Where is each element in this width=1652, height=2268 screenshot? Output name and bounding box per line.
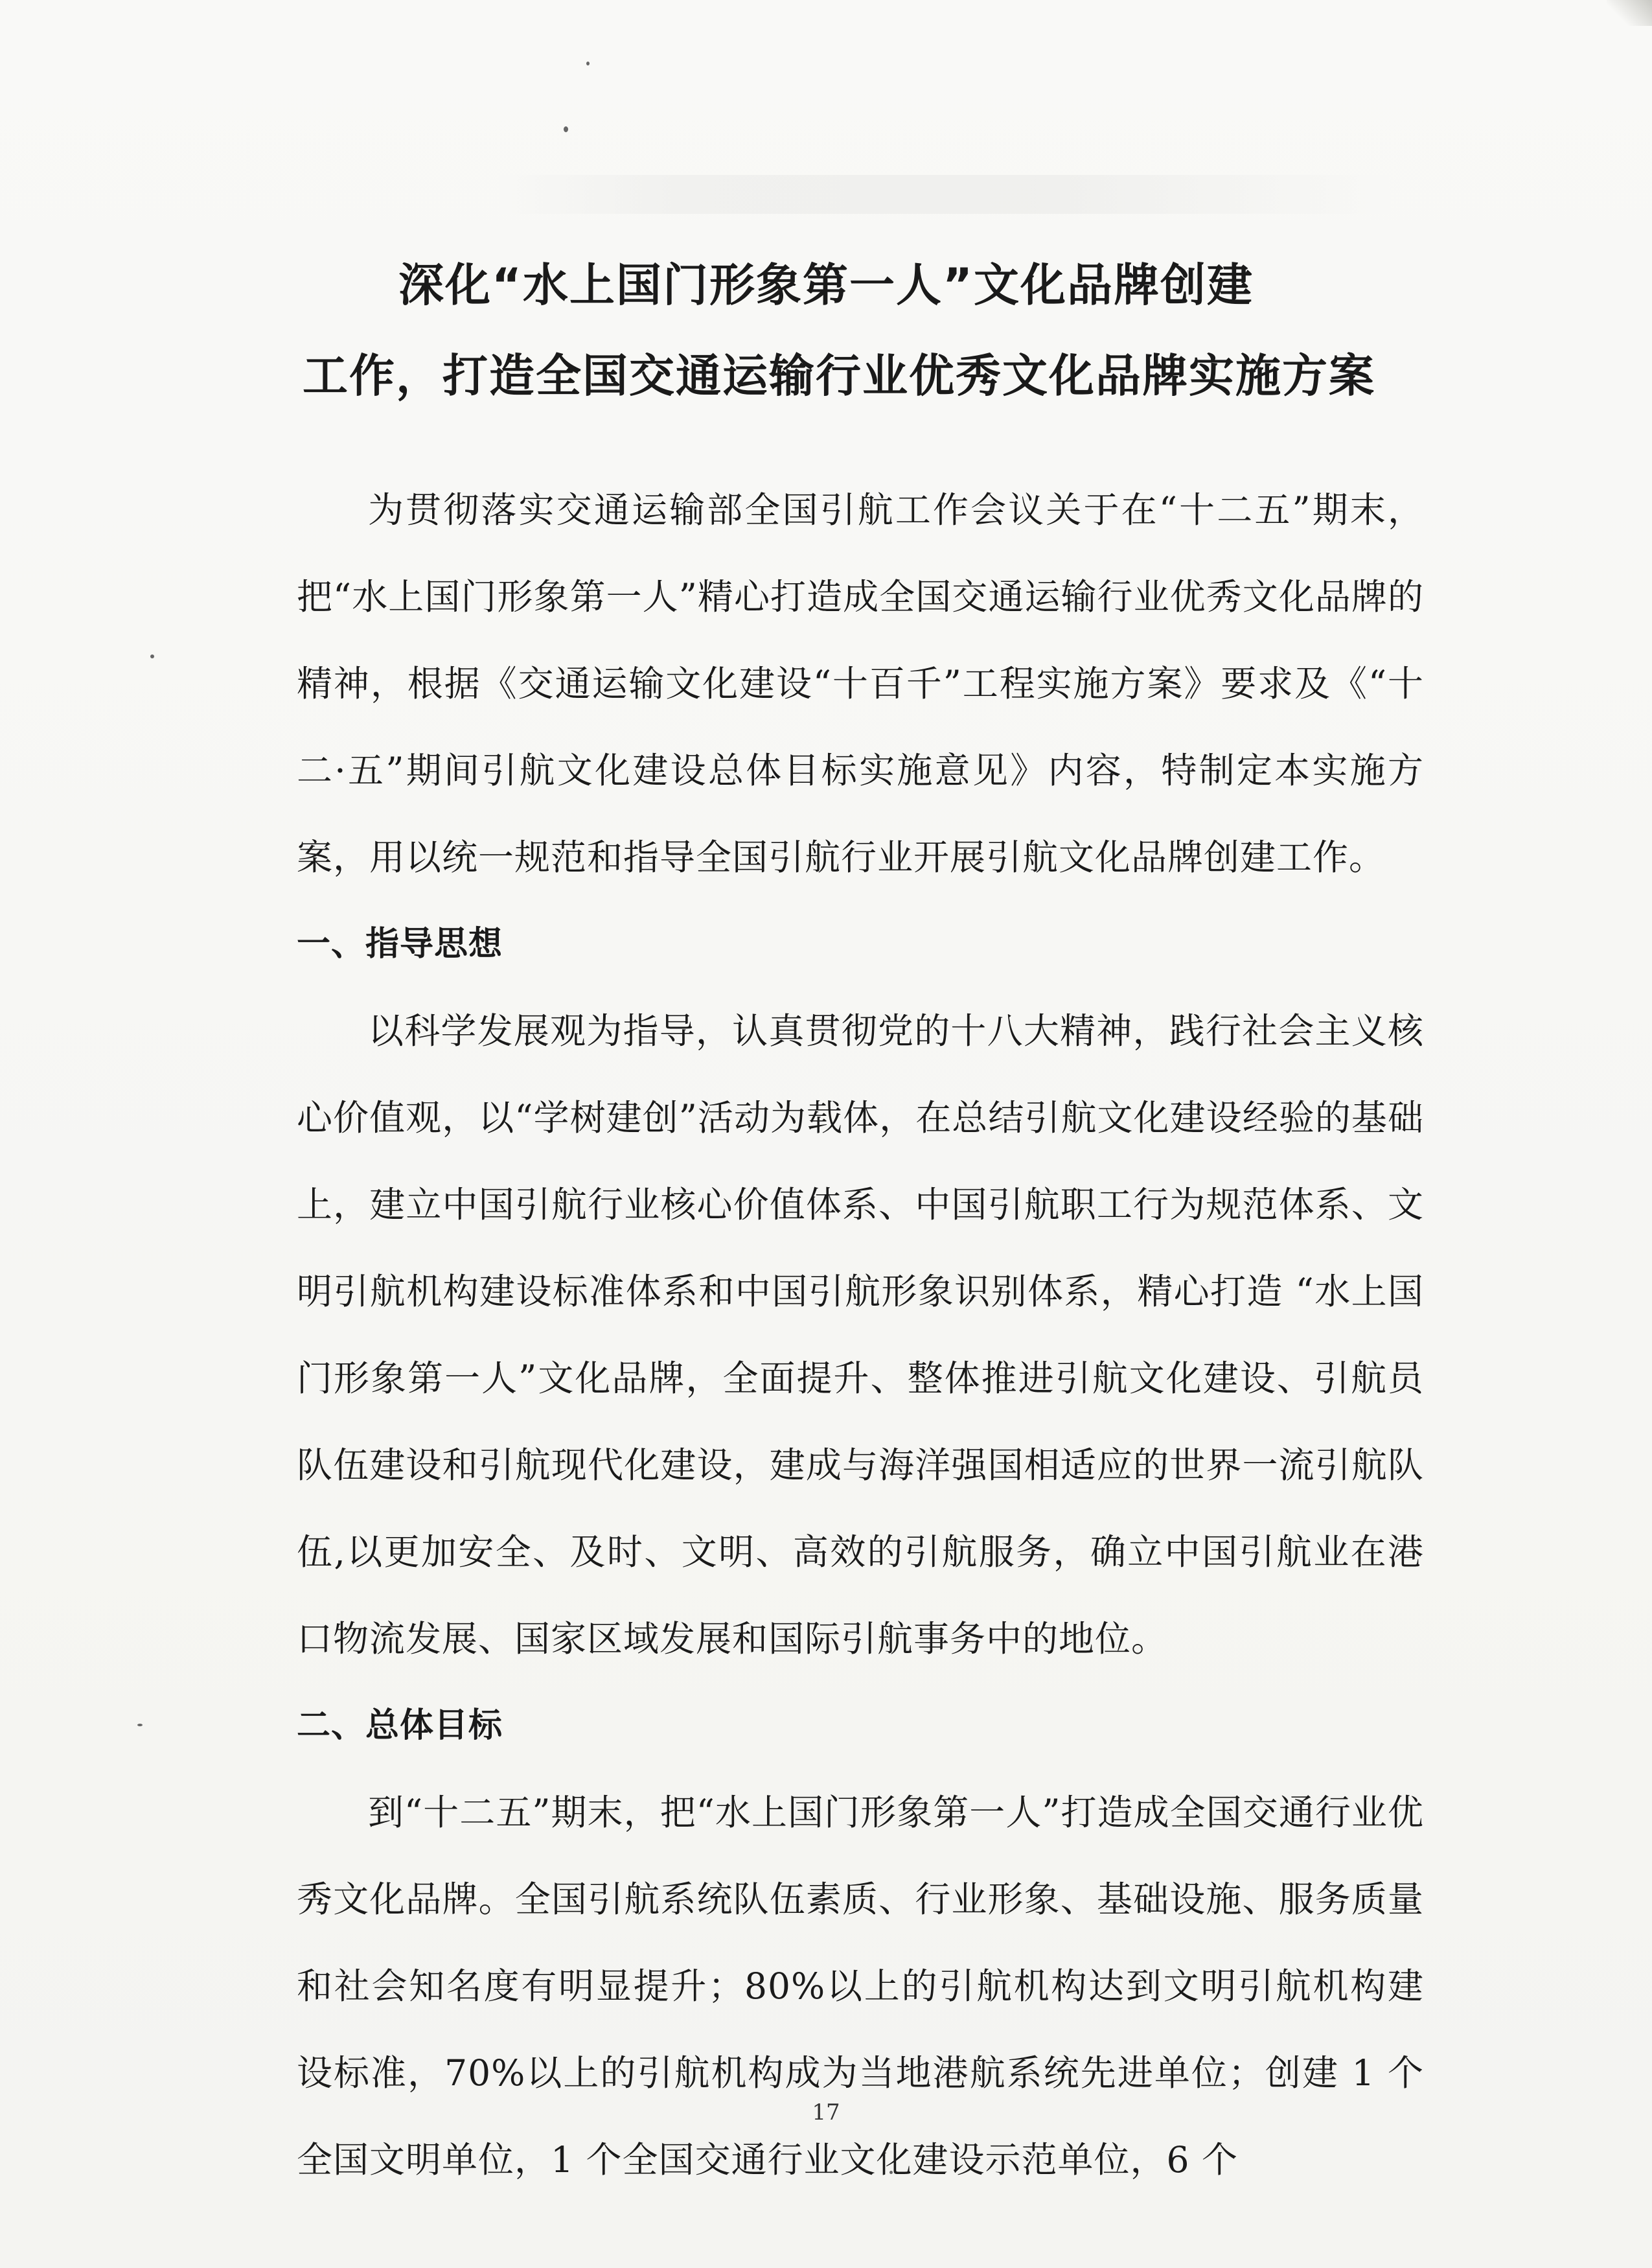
- intro-paragraph: 为贯彻落实交通运输部全国引航工作会议关于在“十二五”期末，把“水上国门形象第一人”精心打造成全国交通运输行业优秀文化品牌的精神，根据《交通运输文化建设“十百千”工程实施方案》要求及《“十二·五”期间引航文化建设总体目标实施意见》内容，特制定本实施方案，用以统一规范和指导全国引航行业开展引航文化品牌创建工作。: [297, 489, 1424, 878]
- show-through-bleed: [492, 175, 1399, 214]
- guiding-ideology-paragraph: 以科学发展观为指导，认真贯彻党的十八大精神，践行社会主义核心价值观，以“学树建创”活动为载体，在总结引航文化建设经验的基础上，建立中国引航行业核心价值体系、中国引航职工行为规范体系、文明引航机构建设标准体系和中国引航形象识别体系，精心打造 “水上国门形象第一人”文化品牌，全面提升、整体推进引航文化建设、引航员队伍建设和引航现代化建设，建成与海洋强国相适应的世界一流引航队伍,以更加安全、及时、文明、高效的引航服务，确立中国引航业在港口物流发展、国家区域发展和国际引航事务中的地位。: [297, 1010, 1424, 1660]
- title-line-1: 深化“水上国门形象第一人”文化品牌创建: [398, 259, 1254, 312]
- scan-speck: [137, 1724, 143, 1726]
- scan-speck: [150, 654, 154, 658]
- overall-goals-paragraph: 到“十二五”期末，把“水上国门形象第一人”打造成全国交通行业优秀文化品牌。全国引航系统队伍素质、行业形象、基础设施、服务质量和社会知名度有明显提升；80%以上的引航机构达到文明引航机构建设标准，70%以上的引航机构成为当地港航系统先进单位；创建 1 个全国文明单位，1 个全国交通行业文化建设示范单位，6 个: [297, 1792, 1424, 2181]
- document-body: [297, 467, 1424, 2203]
- page-number: 17: [812, 2100, 840, 2125]
- section-heading-guiding-ideology: 一、指导思想: [297, 925, 503, 964]
- title-line-2: 工作，打造全国交通运输行业优秀文化品牌实施方案: [303, 349, 1375, 402]
- section-heading-overall-goals: 二、总体目标: [297, 1706, 503, 1745]
- scan-speck: [586, 62, 590, 65]
- document-title: [0, 240, 1652, 421]
- scan-speck: [564, 126, 568, 132]
- scan-corner-shadow: [1607, 0, 1652, 26]
